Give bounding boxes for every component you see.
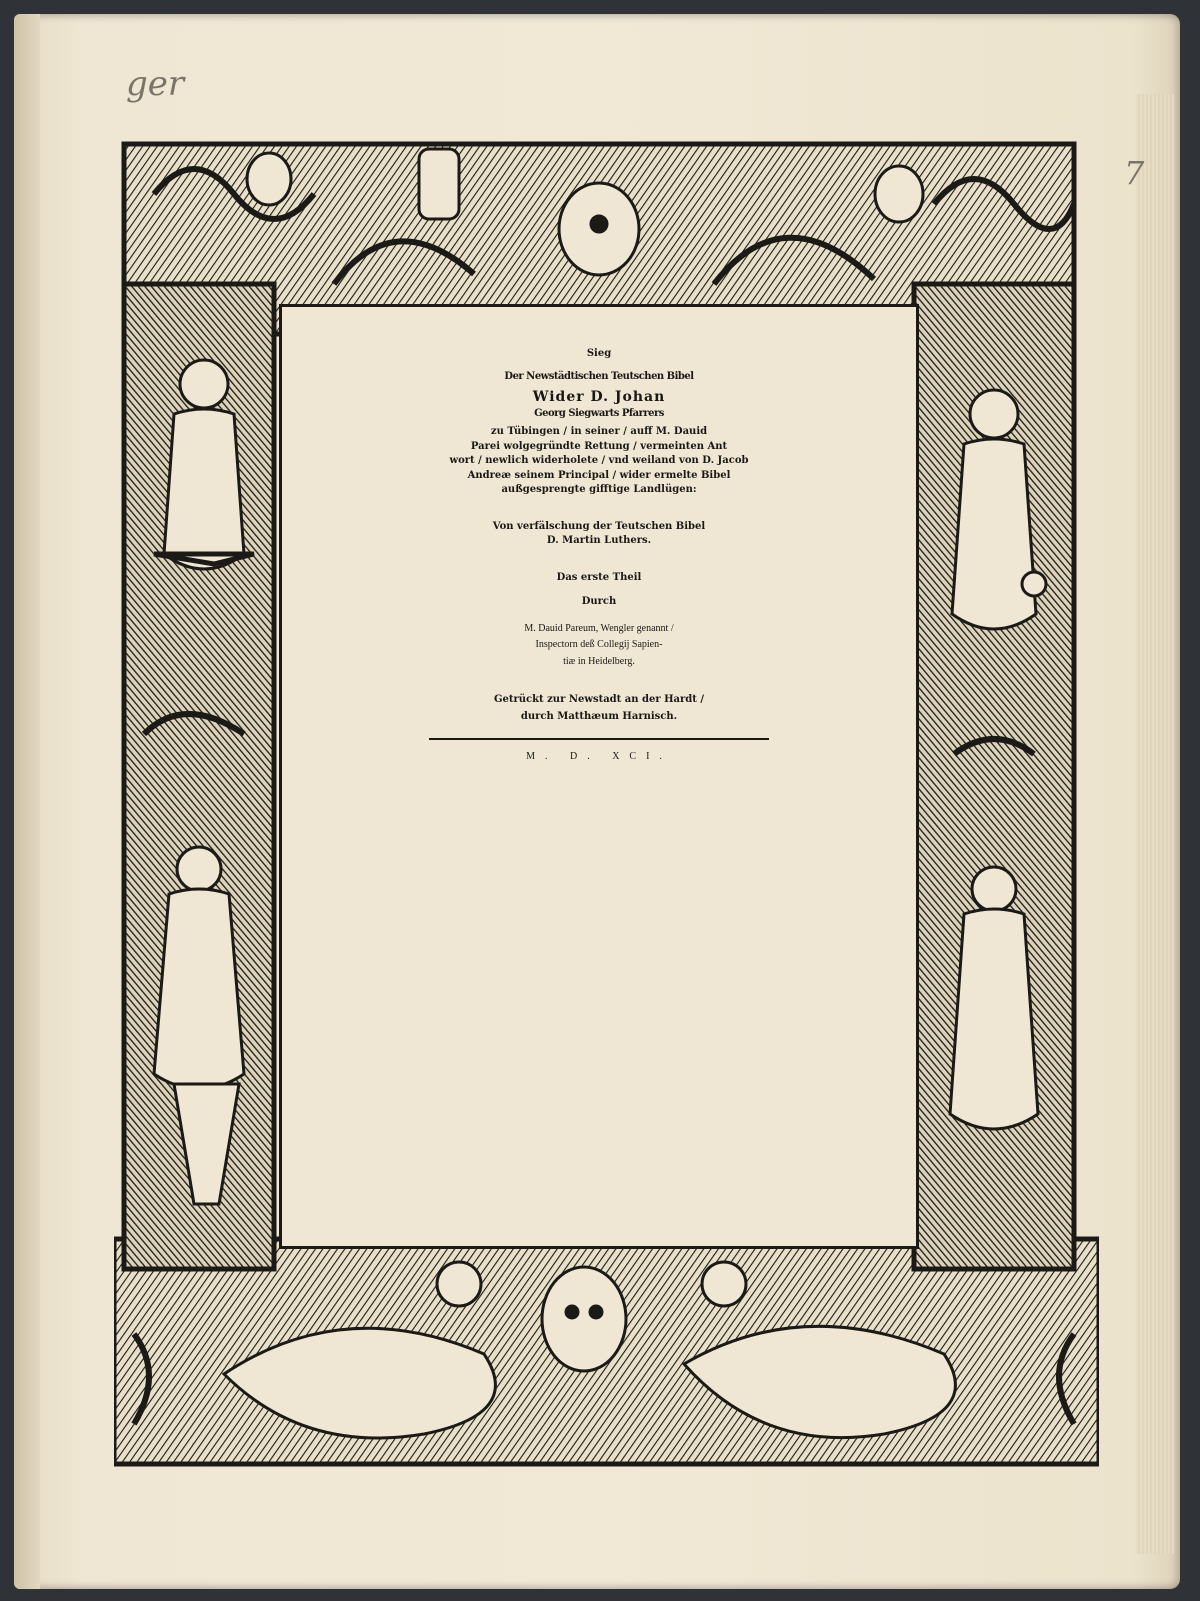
pencil-shelfmark: ger [126, 64, 185, 104]
title-line: Parei wolgegründte Rettung / vermeinten Ant [470, 440, 728, 452]
subtitle-line: Von verfälschung der Teutschen Bibel [492, 520, 706, 532]
title-line: Sieg [586, 348, 612, 359]
page-gutter [14, 14, 40, 1589]
title-line: Andreæ seinem Principal / wider ermelte Bibel [467, 469, 731, 481]
title-line: zu Tübingen / in seiner / auff M. Dauid [490, 426, 708, 438]
subtitle-line: D. Martin Luthers. [546, 535, 652, 547]
page-edges [1136, 94, 1174, 1554]
pencil-folio-number: 7 [1124, 154, 1145, 192]
book-page [14, 14, 1180, 1589]
title-line: Georg Siegwarts Pfarrers [534, 407, 664, 419]
title-line: Der Newstädtischen Teutschen Bibel [504, 370, 694, 382]
author-line: Inspectorn deß Collegij Sapien- [535, 639, 663, 651]
title-main: Wider D. Johan [532, 389, 666, 405]
imprint-line: Getrückt zur Newstadt an der Hardt / [493, 694, 705, 706]
imprint-line: durch Matthæum Harnisch. [520, 710, 678, 722]
publication-year: M. D. XCI. [526, 751, 672, 763]
part-heading: Das erste Theil [556, 571, 642, 583]
imprint-rule [429, 738, 769, 740]
title-line: wort / newlich widerholete / vnd weiland von D. Jacob [449, 455, 749, 467]
title-line: außgesprengte gifftige Landlügen: [501, 484, 697, 496]
author-line: tiæ in Heidelberg. [563, 655, 635, 667]
title-text-block [279, 304, 919, 1249]
by-line: Durch [581, 596, 617, 608]
author-line: M. Dauid Pareum, Wengler genannt / [524, 622, 674, 634]
